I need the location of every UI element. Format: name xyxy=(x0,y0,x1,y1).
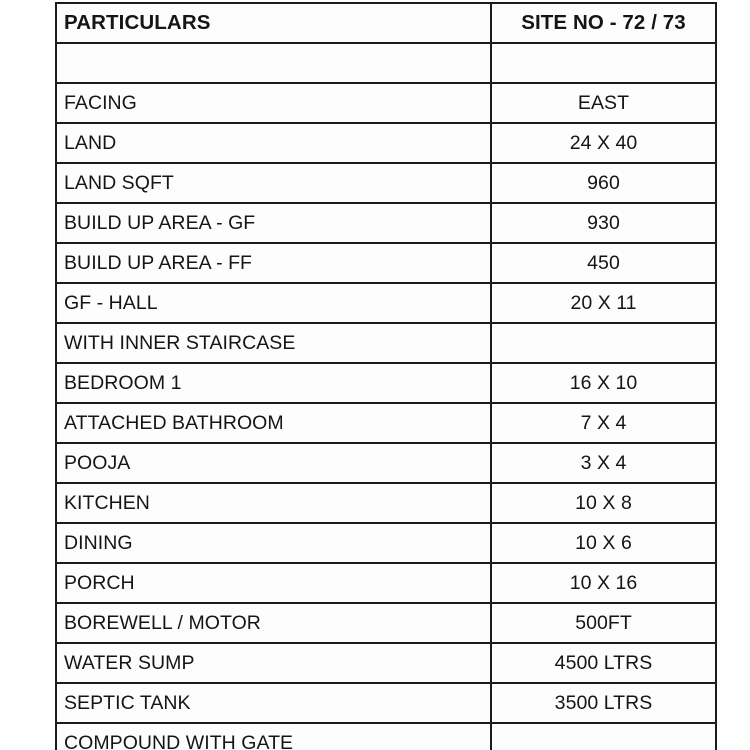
cell-particulars: WITH INNER STAIRCASE xyxy=(56,323,491,363)
table-row xyxy=(56,243,716,283)
table-row xyxy=(56,43,716,83)
table-row xyxy=(56,683,716,723)
cell-particulars xyxy=(56,43,491,83)
cell-value: 10 X 6 xyxy=(491,523,716,563)
column-header-particulars: PARTICULARS xyxy=(56,3,491,43)
cell-particulars: FACING xyxy=(56,83,491,123)
table-row xyxy=(56,523,716,563)
cell-value: 4500 LTRS xyxy=(491,643,716,683)
cell-value: 960 xyxy=(491,163,716,203)
cell-particulars: ATTACHED BATHROOM xyxy=(56,403,491,443)
cell-value xyxy=(491,43,716,83)
cell-particulars: BOREWELL / MOTOR xyxy=(56,603,491,643)
cell-value: EAST xyxy=(491,83,716,123)
table-body xyxy=(56,43,716,750)
cell-value: 3500 LTRS xyxy=(491,683,716,723)
cell-particulars: SEPTIC TANK xyxy=(56,683,491,723)
site-specification-table xyxy=(55,2,717,750)
table-row xyxy=(56,323,716,363)
cell-value: 500FT xyxy=(491,603,716,643)
cell-particulars: POOJA xyxy=(56,443,491,483)
table-row xyxy=(56,443,716,483)
cell-particulars: WATER SUMP xyxy=(56,643,491,683)
cell-particulars: DINING xyxy=(56,523,491,563)
cell-value: 7 X 4 xyxy=(491,403,716,443)
cell-value: 450 xyxy=(491,243,716,283)
cell-value: 10 X 16 xyxy=(491,563,716,603)
table-header-row xyxy=(56,3,716,43)
table-row xyxy=(56,403,716,443)
table-row xyxy=(56,283,716,323)
table-row xyxy=(56,363,716,403)
table-row xyxy=(56,603,716,643)
cell-value: 10 X 8 xyxy=(491,483,716,523)
cell-value: 930 xyxy=(491,203,716,243)
table-row xyxy=(56,723,716,750)
cell-value: 20 X 11 xyxy=(491,283,716,323)
table-row xyxy=(56,163,716,203)
table-row xyxy=(56,123,716,163)
cell-particulars: BUILD UP AREA - GF xyxy=(56,203,491,243)
table-row xyxy=(56,483,716,523)
cell-value: 3 X 4 xyxy=(491,443,716,483)
cell-value: 24 X 40 xyxy=(491,123,716,163)
table-header xyxy=(56,3,716,43)
cell-value xyxy=(491,323,716,363)
cell-particulars: BEDROOM 1 xyxy=(56,363,491,403)
column-header-site-no: SITE NO - 72 / 73 xyxy=(491,3,716,43)
cell-particulars: LAND SQFT xyxy=(56,163,491,203)
table-row xyxy=(56,83,716,123)
table-row xyxy=(56,563,716,603)
cell-particulars: GF - HALL xyxy=(56,283,491,323)
cell-particulars: KITCHEN xyxy=(56,483,491,523)
cell-value: 16 X 10 xyxy=(491,363,716,403)
cell-value xyxy=(491,723,716,750)
cell-particulars: COMPOUND WITH GATE xyxy=(56,723,491,750)
cell-particulars: PORCH xyxy=(56,563,491,603)
cell-particulars: BUILD UP AREA - FF xyxy=(56,243,491,283)
table-row xyxy=(56,643,716,683)
table-row xyxy=(56,203,716,243)
cell-particulars: LAND xyxy=(56,123,491,163)
